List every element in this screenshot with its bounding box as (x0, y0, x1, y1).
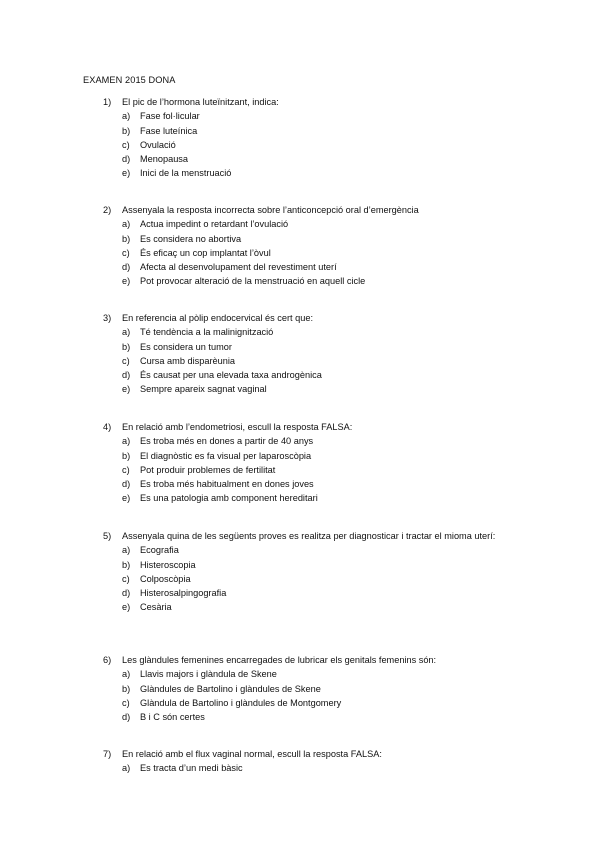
option (103, 354, 523, 368)
options-list (103, 217, 523, 288)
option-letter: a) (122, 545, 131, 556)
option-text: El diagnòstic es fa visual per laparoscòpia (140, 450, 312, 461)
option (103, 463, 523, 477)
option-letter: b) (122, 683, 131, 694)
exam-title: EXAMEN 2015 DONA (83, 75, 176, 85)
question-number: 2) (103, 205, 112, 215)
option-letter: a) (122, 763, 131, 774)
option (103, 696, 523, 710)
option (103, 558, 523, 572)
option-text: Fase luteínica (140, 125, 198, 136)
question-5 (103, 529, 523, 615)
option (103, 586, 523, 600)
option-text: Es una patologia amb component hereditari (140, 493, 318, 504)
option-text: B i C són certes (140, 712, 205, 723)
option (103, 274, 523, 288)
option (103, 138, 523, 152)
question-text: En relació amb l’endometriosi, escull la resposta FALSA: (122, 422, 353, 432)
question-4 (103, 420, 523, 506)
option-letter: d) (122, 712, 131, 723)
option-letter: a) (122, 669, 131, 680)
option-text: Es considera un tumor (140, 341, 232, 352)
question-number: 1) (103, 97, 112, 107)
option (103, 449, 523, 463)
question-number: 5) (103, 531, 112, 541)
option (103, 682, 523, 696)
option-letter: a) (122, 327, 131, 338)
options-list (103, 543, 523, 614)
option-letter: c) (122, 247, 130, 258)
question-text: Assenyala quina de les següents proves es realitza per diagnosticar i tractar el mioma uterí: (122, 531, 496, 541)
option (103, 232, 523, 246)
option-letter: d) (122, 262, 131, 273)
option-text: Llavis majors i glàndula de Skene (140, 669, 277, 680)
option-letter: e) (122, 493, 131, 504)
option-letter: b) (122, 341, 131, 352)
option-text: Glàndules de Bartolino i glàndules de Skene (140, 683, 321, 694)
option (103, 491, 523, 505)
option-letter: d) (122, 154, 131, 165)
option (103, 109, 523, 123)
option-text: Colposcòpia (140, 573, 191, 584)
question-number: 4) (103, 422, 112, 432)
options-list (103, 434, 523, 505)
options-list (103, 761, 523, 775)
option-letter: d) (122, 479, 131, 490)
option (103, 246, 523, 260)
option-text: Histerosalpingografia (140, 588, 227, 599)
options-list (103, 325, 523, 396)
question-2 (103, 203, 523, 289)
option-letter: e) (122, 602, 131, 613)
option-text: Ovulació (140, 139, 176, 150)
option (103, 166, 523, 180)
question-7 (103, 747, 523, 776)
option (103, 382, 523, 396)
option-letter: a) (122, 111, 131, 122)
option-text: Es troba més habitualment en dones joves (140, 479, 314, 490)
option-text: Menopausa (140, 154, 189, 165)
option (103, 368, 523, 382)
question-6 (103, 653, 523, 724)
option-text: Histeroscopia (140, 559, 196, 570)
option-letter: c) (122, 139, 130, 150)
option-letter: e) (122, 276, 131, 287)
option-letter: a) (122, 436, 131, 447)
option (103, 761, 523, 775)
option-text: És eficaç un cop implantat l’òvul (140, 247, 271, 258)
option (103, 667, 523, 681)
options-list (103, 667, 523, 724)
option-letter: d) (122, 370, 131, 381)
option (103, 325, 523, 339)
option-text: Ecografia (140, 545, 179, 556)
question-number: 7) (103, 749, 112, 759)
question-text: Les glàndules femenines encarregades de lubricar els genitals femenins són: (122, 655, 437, 665)
option (103, 543, 523, 557)
option (103, 124, 523, 138)
option (103, 572, 523, 586)
option-text: Fase fol·licular (140, 111, 200, 122)
option-text: Té tendència a la malinignització (140, 327, 274, 338)
option-text: Inici de la menstruació (140, 168, 232, 179)
option (103, 340, 523, 354)
option-letter: c) (122, 464, 130, 475)
option-letter: b) (122, 559, 131, 570)
option-text: Es tracta d’un medi bàsic (140, 763, 243, 774)
question-text: En relació amb el flux vaginal normal, escull la resposta FALSA: (122, 749, 382, 759)
option-text: Es considera no abortiva (140, 233, 242, 244)
option-text: Glàndula de Bartolino i glàndules de Montgomery (140, 697, 342, 708)
question-1 (103, 95, 523, 181)
option-letter: b) (122, 450, 131, 461)
question-number: 6) (103, 655, 112, 665)
option (103, 152, 523, 166)
option (103, 477, 523, 491)
option-text: Cesària (140, 602, 172, 613)
option (103, 710, 523, 724)
option-text: És causat per una elevada taxa androgènica (140, 370, 322, 381)
option-text: Pot provocar alteració de la menstruació en aquell cicle (140, 276, 366, 287)
option-letter: e) (122, 384, 131, 395)
question-text: El pic de l’hormona luteïnitzant, indica: (122, 97, 279, 107)
option-text: Afecta al desenvolupament del revestiment uterí (140, 262, 337, 273)
option-letter: b) (122, 125, 131, 136)
option-text: Cursa amb disparèunia (140, 355, 235, 366)
option-letter: c) (122, 697, 130, 708)
option (103, 600, 523, 614)
option-letter: e) (122, 168, 131, 179)
question-3 (103, 311, 523, 397)
question-text: Assenyala la resposta incorrecta sobre l’anticoncepció oral d’emergència (122, 205, 419, 215)
option (103, 260, 523, 274)
option (103, 434, 523, 448)
question-text: En referencia al pòlip endocervical és cert que: (122, 313, 314, 323)
option-letter: b) (122, 233, 131, 244)
option-text: Es troba més en dones a partir de 40 anys (140, 436, 314, 447)
option-letter: c) (122, 355, 130, 366)
option (103, 217, 523, 231)
option-text: Sempre apareix sagnat vaginal (140, 384, 267, 395)
option-letter: d) (122, 588, 131, 599)
option-letter: c) (122, 573, 130, 584)
question-number: 3) (103, 313, 112, 323)
options-list (103, 109, 523, 180)
option-text: Pot produir problemes de fertilitat (140, 464, 276, 475)
option-letter: a) (122, 219, 131, 230)
option-text: Actua impedint o retardant l’ovulació (140, 219, 289, 230)
